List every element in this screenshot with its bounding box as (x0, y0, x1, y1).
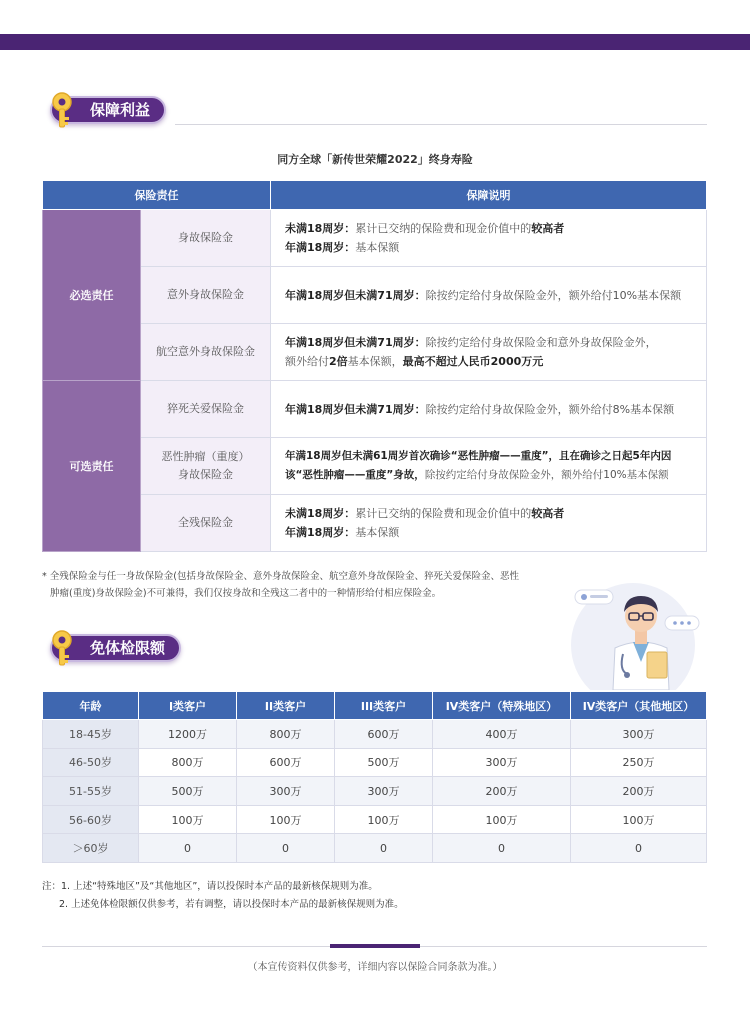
limit-cell: 1200万 (139, 720, 237, 749)
table-header-row (43, 692, 707, 720)
category-optional: 可选责任 (43, 381, 141, 552)
benefit-name (141, 438, 271, 495)
benefit-name: 意外身故保险金 (141, 267, 271, 324)
limit-cell: 100万 (433, 805, 571, 834)
doctor-illustration (553, 570, 708, 690)
notes (42, 878, 642, 914)
table-row (43, 438, 707, 495)
benefit-name: 猝死关爱保险金 (141, 381, 271, 438)
col-header-coverage: 保险责任 (43, 181, 271, 210)
limit-cell: 100万 (335, 805, 433, 834)
benefit-name: 航空意外身故保险金 (141, 324, 271, 381)
age-cell: 56-60岁 (43, 805, 139, 834)
limit-cell: 250万 (571, 748, 707, 777)
desc-bold: 年满18周岁但未满61周岁首次确诊“恶性肿瘤——重度”，且在确诊之日起5年内因 (285, 450, 672, 462)
table-row (43, 495, 707, 552)
desc-bold: 未满18周岁： (285, 222, 356, 235)
desc-bold: 年满18周岁： (285, 241, 356, 254)
col-header-description: 保障说明 (271, 181, 707, 210)
limit-cell: 600万 (335, 720, 433, 749)
benefit-description (271, 210, 707, 267)
limit-cell: 500万 (139, 777, 237, 806)
desc-text: 基本保额， (347, 355, 403, 368)
limit-cell: 800万 (139, 748, 237, 777)
limit-cell: 100万 (139, 805, 237, 834)
col-header-class2: II类客户 (237, 692, 335, 720)
limit-cell: 600万 (237, 748, 335, 777)
key-icon (40, 90, 80, 130)
table-row (43, 267, 707, 324)
col-header-class1: I类客户 (139, 692, 237, 720)
benefit-name-line: 恶性肿瘤（重度） (161, 450, 250, 463)
limit-cell: 800万 (237, 720, 335, 749)
limit-cell: 400万 (433, 720, 571, 749)
table-header-row (43, 181, 707, 210)
table-row (43, 805, 707, 834)
age-cell: 18-45岁 (43, 720, 139, 749)
table-row (43, 748, 707, 777)
limit-cell: 300万 (237, 777, 335, 806)
age-cell: ＞60岁 (43, 834, 139, 863)
col-header-class4-other: IV类客户（其他地区） (571, 692, 707, 720)
col-header-class3: III类客户 (335, 692, 433, 720)
desc-text: 除按约定给付身故保险金外，额外给付10%基本保额 (424, 469, 669, 481)
top-stripe (0, 34, 750, 50)
desc-bold: 未满18周岁： (285, 507, 356, 520)
table-row (43, 210, 707, 267)
desc-text: 额外给付 (285, 355, 329, 368)
table-row (43, 720, 707, 749)
limit-cell: 200万 (433, 777, 571, 806)
product-title: 同方全球「新传世荣耀2022」终身寿险 (277, 153, 473, 166)
benefit-name-line: 身故保险金 (178, 468, 233, 481)
desc-bold: 年满18周岁： (285, 526, 356, 539)
desc-text: 除按约定给付身故保险金外，额外给付10%基本保额 (425, 288, 682, 302)
col-header-class4-special: IV类客户（特殊地区） (433, 692, 571, 720)
age-cell: 51-55岁 (43, 777, 139, 806)
desc-text: 除按约定给付身故保险金外，额外给付8%基本保额 (425, 402, 675, 416)
table-row (43, 324, 707, 381)
col-header-age: 年龄 (43, 692, 139, 720)
benefit-name: 全残保险金 (141, 495, 271, 552)
age-cell: 46-50岁 (43, 748, 139, 777)
benefit-description (271, 438, 707, 495)
desc-bold: 年满18周岁但未满71周岁： (285, 336, 426, 349)
footnote (42, 568, 562, 602)
benefit-description (271, 324, 707, 381)
desc-bold: 较高者 (531, 507, 565, 520)
desc-text: 累计已交纳的保险费和现金价值中的 (355, 507, 532, 520)
desc-bold: 年满18周岁但未满71周岁： (285, 402, 426, 416)
key-icon (40, 628, 80, 668)
desc-text: 基本保额 (355, 241, 400, 254)
benefit-description (271, 495, 707, 552)
exam-limits-table (42, 691, 707, 863)
desc-text: 累计已交纳的保险费和现金价值中的 (355, 222, 532, 235)
benefit-description (271, 267, 707, 324)
section-divider (175, 124, 707, 125)
limit-cell: 0 (237, 834, 335, 863)
footnote-line: * 全残保险金与任一身故保险金(包括身故保险金、意外身故保险金、航空意外身故保险金、猝死关爱保险金、恶性 (42, 571, 519, 582)
limit-cell: 300万 (335, 777, 433, 806)
limit-cell: 0 (433, 834, 571, 863)
desc-bold: 2倍 (329, 355, 348, 368)
footnote-line: 肿瘤(重度)身故保险金)不可兼得，我们仅按身故和全残这二者中的一种情形给付相应保险金。 (50, 588, 442, 599)
desc-text: 除按约定给付身故保险金和意外身故保险金外， (425, 336, 657, 349)
table-row (43, 381, 707, 438)
section-title-benefits: 保障利益 (50, 96, 166, 124)
limit-cell: 100万 (237, 805, 335, 834)
limit-cell: 0 (335, 834, 433, 863)
top-banner (0, 0, 750, 50)
limit-cell: 100万 (571, 805, 707, 834)
limit-cell: 300万 (433, 748, 571, 777)
limit-cell: 300万 (571, 720, 707, 749)
limit-cell: 500万 (335, 748, 433, 777)
note-line: 2. 上述免体检限额仅供参考，若有调整，请以投保时本产品的最新核保规则为准。 (59, 899, 404, 910)
note-line: 注：1. 上述“特殊地区”及“其他地区”，请以投保时本产品的最新核保规则为准。 (42, 881, 378, 892)
footer-accent (330, 944, 420, 948)
benefits-table (42, 180, 707, 552)
disclaimer: （本宣传资料仅供参考，详细内容以保险合同条款为准。） (247, 962, 503, 973)
benefit-description (271, 381, 707, 438)
desc-bold: 年满18周岁但未满71周岁： (285, 288, 426, 302)
limit-cell: 200万 (571, 777, 707, 806)
section-title-exam-limits: 免体检限额 (50, 634, 181, 662)
desc-bold: 较高者 (531, 222, 565, 235)
category-required: 必选责任 (43, 210, 141, 381)
limit-cell: 0 (139, 834, 237, 863)
desc-text: 基本保额 (355, 526, 400, 539)
desc-bold: 该“恶性肿瘤——重度”身故， (285, 469, 425, 481)
benefit-name: 身故保险金 (141, 210, 271, 267)
limit-cell: 0 (571, 834, 707, 863)
desc-bold: 最高不超过人民币2000万元 (402, 355, 544, 368)
table-row (43, 777, 707, 806)
table-row (43, 834, 707, 863)
